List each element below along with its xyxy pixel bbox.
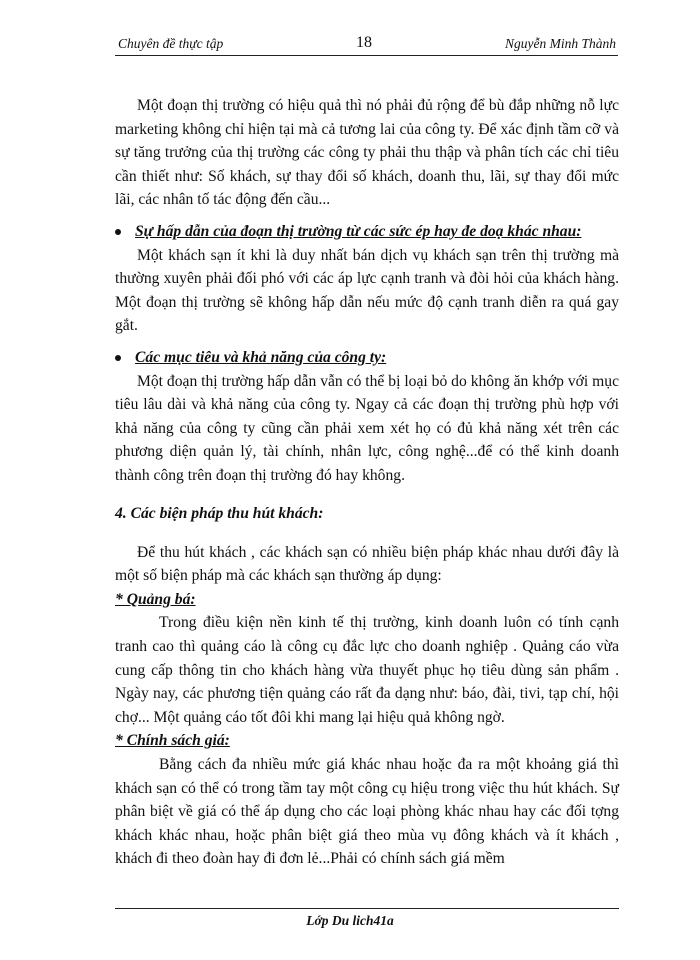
page-footer: Lớp Du lich41a <box>306 913 394 928</box>
header-title: Chuyên đề thực tập <box>118 36 224 51</box>
bullet-heading-text: Các mục tiêu và khả năng của công ty: <box>135 348 387 366</box>
paragraph-market-size: Một đoạn thị trường có hiệu quả thì nó phải đủ rộng để bù đắp những nỗ lực marketing không chỉ hiện tại mà cả tương lai của công ty. Để xác định tầm cỡ và sự tăng trưởng của thị trường các công ty phải thu thập và phân tích các chỉ tiêu cần thiết như: Số khách, sự thay đổi số khách, doanh thu, lãi, sự thay đổi mức lãi, các nhân tố tác động đến cầu... <box>115 97 619 209</box>
subheading-pricing: * Chính sách giá: <box>115 732 230 750</box>
header-author: Nguyễn Minh Thành <box>505 36 616 51</box>
page-content <box>115 94 619 871</box>
bullet-icon <box>115 229 121 235</box>
paragraph-objectives: Một đoạn thị trường hấp dẫn vẫn có thể bị loại bỏ do không ăn khớp với mục tiêu lâu dài và khả năng của công ty. Ngay cả các đoạn thị trường phù hợp với khả năng của công ty cũng cần phải xem xét họ có đủ khả năng xét trên các phương diện quản lý, tài chính, nhân lực, công nghệ...để có thể kinh doanh thành công trên đoạn thị trường đó hay không. <box>115 372 619 484</box>
paragraph-pricing: Bằng cách đa nhiều mức giá khác nhau hoặc đa ra một khoảng giá thì khách sạn có thể có trong tầm tay một công cụ hiệu trong việc thu hút khách. Sự phân biệt về giá có thể áp dụng cho các loại phòng khác nhau hay các đối tợng khách khác nhau, hoặc phân biệt giá theo mùa vụ đông khách và ít khách , khách đi theo đoàn hay đi đơn lẻ...Phải có chính sách giá mềm <box>115 756 619 868</box>
footer-divider <box>115 908 619 909</box>
page-number: 18 <box>356 34 372 51</box>
bullet-heading-attractiveness <box>115 220 619 244</box>
page-header <box>115 33 618 56</box>
section-heading: 4. Các biện pháp thu hút khách: <box>115 504 324 522</box>
bullet-heading-text: Sự hấp dẫn của đoạn thị trường từ các sức ép hay đe doạ khác nhau: <box>135 222 582 240</box>
paragraph-advertising: Trong điều kiện nền kinh tế thị trường, kinh doanh luôn có tính cạnh tranh cao thì quảng cáo là công cụ đắc lực cho doanh nghiệp . Quảng cáo vừa cung cấp thông tin cho khách hàng vừa thuyết phục họ tiêu dùng sản phẩm . Ngày nay, các phương tiện quảng cáo rất đa dạng như: báo, đài, tivi, tạp chí, hội chợ... Một quảng cáo tốt đôi khi mang lại hiệu quả không ngờ. <box>115 614 619 726</box>
bullet-icon <box>115 355 121 361</box>
paragraph-measures-intro: Để thu hút khách , các khách sạn có nhiều biện pháp khác nhau dưới đây là một số biện pháp mà các khách sạn thường áp dụng: <box>115 543 619 585</box>
bullet-heading-objectives <box>115 346 619 370</box>
paragraph-competition: Một khách sạn ít khi là duy nhất bán dịch vụ khách sạn trên thị trường mà thường xuyên phải đối phó với các áp lực cạnh tranh và đòi hỏi của khách hàng. Một đoạn thị trường sẽ không hấp dẫn nếu mức độ cạnh tranh diễn ra quá gay gắt. <box>115 246 619 335</box>
subheading-advertising: * Quảng bá: <box>115 590 196 608</box>
